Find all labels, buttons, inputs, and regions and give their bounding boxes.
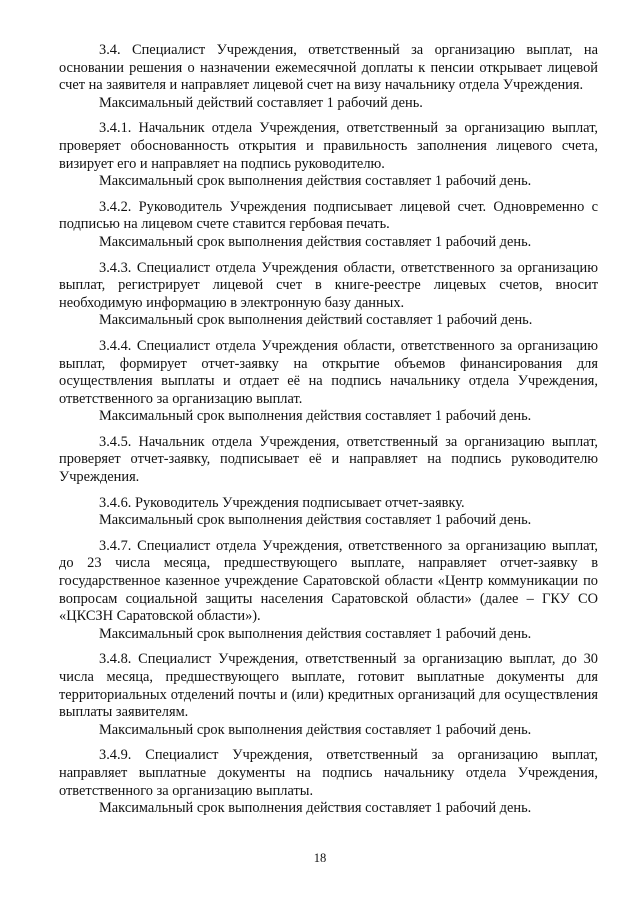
paragraph-term: Максимальный срок выполнения действия составляет 1 рабочий день. [99, 721, 532, 738]
page-number: 18 [313, 851, 327, 865]
paragraph-term: Максимальный срок выполнения действия составляет 1 рабочий день. [99, 233, 532, 250]
paragraph-term: Максимальный действий составляет 1 рабочий день. [99, 94, 423, 111]
paragraph-3-4-5: 3.4.5. Начальник отдела Учреждения, ответственный за организацию выплат, проверяет отчет-заявку, подписывает её и направляет на подпись руководителю Учреждения. [59, 433, 598, 486]
paragraph-3-4-3: 3.4.3. Специалист отдела Учреждения области, ответственного за организацию выплат, регистрирует лицевой счет в книге-реестре лицевых счетов, вносит необходимую информацию в электронную базу данных. [59, 259, 598, 311]
paragraph-term: Максимальный срок выполнения действия составляет 1 рабочий день. [99, 512, 532, 529]
paragraph-3-4: 3.4. Специалист Учреждения, ответственный за организацию выплат, на основании решения о назначении ежемесячной доплаты к пенсии открывает лицевой счет на заявителя и направляет лицевой счет на визу начальнику отдела Учреждения. [59, 42, 598, 94]
paragraph-3-4-1: 3.4.1. Начальник отдела Учреждения, ответственный за организацию выплат, проверяет обоснованность открытия и правильность заполнения лицевого счета, визирует его и направляет на подпись руководителю. [59, 120, 598, 172]
paragraph-3-4-9: 3.4.9. Специалист Учреждения, ответственный за организацию выплат, направляет выплатные документы на подпись начальнику отдела Учреждения, ответственного за организацию выплаты. [59, 747, 598, 799]
paragraph-3-4-7: 3.4.7. Специалист отдела Учреждения, ответственного за организацию выплат, до 23 числа месяца, предшествующего выплате, направляет отчет-заявку в государственное казенное учреждение Саратовской области «Центр коммуникации по вопросам социальной защиты населения Саратовской области» (далее – ГКУ СО «ЦКСЗН Саратовской области»). [59, 537, 598, 625]
paragraph-term: Максимальный срок выполнения действий составляет 1 рабочий день. [99, 312, 533, 329]
paragraph-3-4-2: 3.4.2. Руководитель Учреждения подписывает лицевой счет. Одновременно с подписью на лицевом счете ставится гербовая печать. [59, 198, 598, 233]
paragraph-3-4-4: 3.4.4. Специалист отдела Учреждения области, ответственного за организацию выплат, формирует отчет-заявку на открытие объемов финансирования для осуществления выплаты и отдает её на подпись начальнику отдела Учреждения, ответственного за организацию выплат. [59, 337, 598, 407]
paragraph-3-4-6: 3.4.6. Руководитель Учреждения подписывает отчет-заявку. [99, 494, 465, 511]
paragraph-term: Максимальный срок выполнения действия составляет 1 рабочий день. [99, 800, 532, 817]
paragraph-term: Максимальный срок выполнения действия составляет 1 рабочий день. [99, 625, 532, 642]
paragraph-3-4-8: 3.4.8. Специалист Учреждения, ответственный за организацию выплат, до 30 числа месяца, предшествующего выплате, готовит выплатные документы для территориальных отделений почты и (или) кредитных организаций для осуществления выплаты заявителям. [59, 651, 598, 721]
paragraph-term: Максимальный срок выполнения действия составляет 1 рабочий день. [99, 173, 532, 190]
paragraph-term: Максимальный срок выполнения действия составляет 1 рабочий день. [99, 408, 532, 425]
